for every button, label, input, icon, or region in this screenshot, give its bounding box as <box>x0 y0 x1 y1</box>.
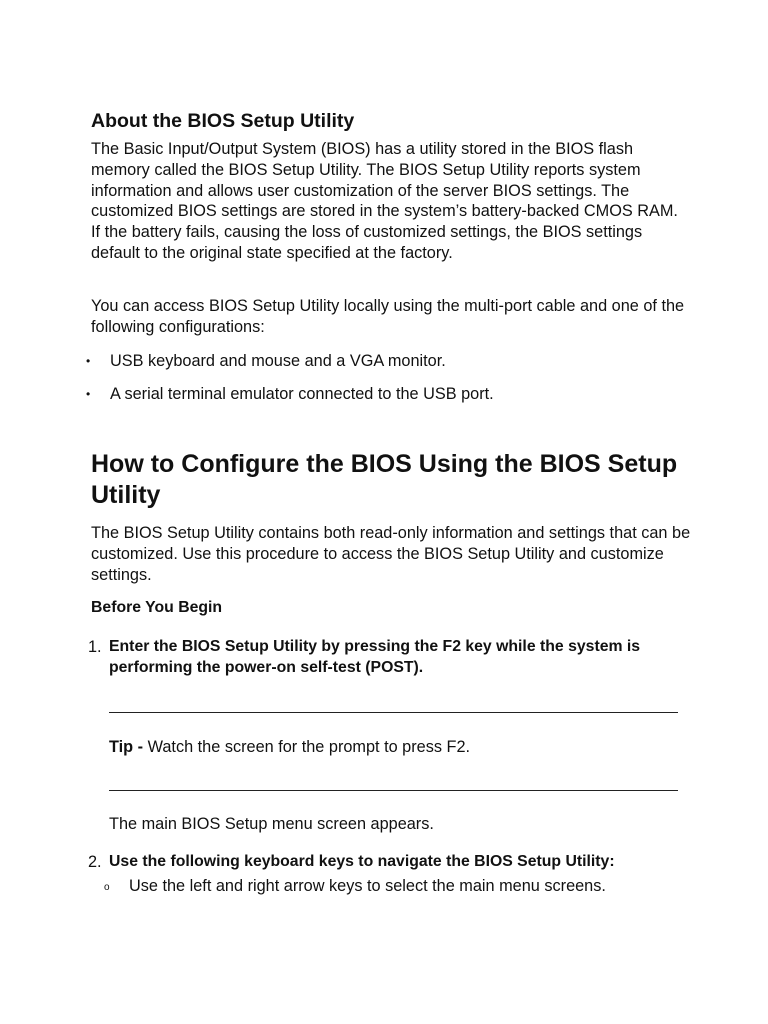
bullet-icon: • <box>86 354 91 368</box>
tip-text: Watch the screen for the prompt to press F2. <box>143 738 471 756</box>
paragraph-bios-description: The Basic Input/Output System (BIOS) has a utility stored in the BIOS flash memory called the BIOS Setup Utility. The BIOS Setup Utility reports system information and allows user customization of the server BIOS settings. The customized BIOS settings are stored in the system’s battery-backed CMOS RAM. If the battery fails, causing the loss of customized settings, the BIOS settings default to the original state specified at the factory. <box>91 140 678 262</box>
sub-bullet-icon: o <box>104 882 110 893</box>
subheading-before-you-begin: Before You Begin <box>91 599 223 616</box>
step-number: 2. <box>88 853 102 871</box>
list-item-text: Use the left and right arrow keys to select the main menu screens. <box>129 877 606 895</box>
bullet-icon: • <box>86 387 91 401</box>
tip-note <box>109 737 470 758</box>
tip-divider-bottom <box>109 790 678 791</box>
paragraph-access-methods: You can access BIOS Setup Utility locally using the multi-port cable and one of the following configurations: <box>91 297 685 336</box>
list-item-text: A serial terminal emulator connected to the USB port. <box>110 385 494 403</box>
step-text: Enter the BIOS Setup Utility by pressing the F2 key while the system is performing the power-on self-test (POST). <box>109 638 641 676</box>
section-title-configure-bios: How to Configure the BIOS Using the BIOS Setup Utility <box>91 450 678 509</box>
step-number: 1. <box>88 638 102 656</box>
paragraph-procedure-intro: The BIOS Setup Utility contains both read-only information and settings that can be customized. Use this procedure to access the BIOS Setup Utility and customize settings. <box>91 524 691 584</box>
step-result-text: The main BIOS Setup menu screen appears. <box>109 815 434 833</box>
step-text: Use the following keyboard keys to navigate the BIOS Setup Utility: <box>109 853 615 870</box>
tip-divider-top <box>109 712 678 713</box>
section-title-about-bios: About the BIOS Setup Utility <box>91 110 355 132</box>
list-item-text: USB keyboard and mouse and a VGA monitor. <box>110 352 446 370</box>
tip-label: Tip - <box>109 738 144 756</box>
